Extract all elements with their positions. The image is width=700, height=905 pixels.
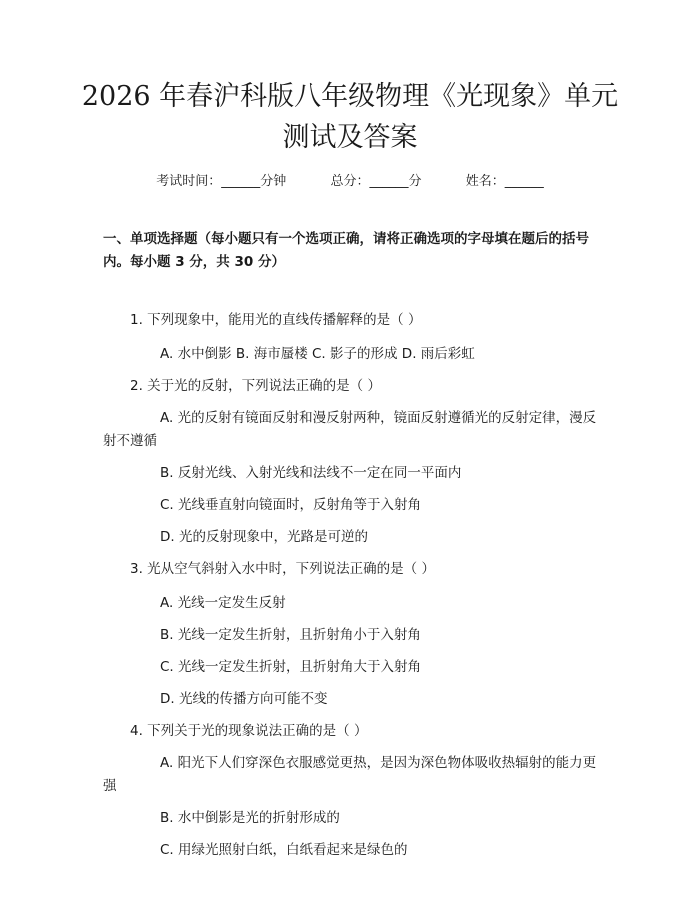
section-heading: 一、单项选择题（每小题只有一个选项正确，请将正确选项的字母填在题后的括号内。每小题 3 分，共 30 分） [103, 231, 589, 270]
student-name-label: 姓名：______ [465, 174, 544, 189]
question-3-option-d: D. 光线的传播方向可能不变 [160, 691, 328, 707]
question-4-stem: 4. 下列关于光的现象说法正确的是（ ） [130, 723, 368, 739]
question-4-option-a: A. 阳光下人们穿深色衣服感觉更热，是因为深色物体吸收热辐射的能力更强 [103, 755, 597, 794]
question-1-options: A. 水中倒影 B. 海市蜃楼 C. 影子的形成 D. 雨后彩虹 [160, 346, 475, 362]
question-2-option-c: C. 光线垂直射向镜面时，反射角等于入射角 [160, 497, 422, 513]
question-4-option-c: C. 用绿光照射白纸，白纸看起来是绿色的 [160, 842, 408, 858]
question-3-stem: 3. 光从空气斜射入水中时，下列说法正确的是（ ） [130, 561, 435, 577]
exam-time-label: 考试时间：______分钟 [156, 174, 287, 189]
question-2-option-a: A. 光的反射有镜面反射和漫反射两种，镜面反射遵循光的反射定律，漫反射不遵循 [103, 410, 597, 449]
question-2-stem: 2. 关于光的反射，下列说法正确的是（ ） [130, 378, 381, 394]
document-title-line2: 测试及答案 [282, 122, 418, 153]
question-3-option-a: A. 光线一定发生反射 [160, 595, 286, 611]
total-score-label: 总分：______分 [330, 174, 422, 189]
question-3-option-c: C. 光线一定发生折射，且折射角大于入射角 [160, 659, 422, 675]
exam-info-line [0, 170, 700, 189]
question-2-option-d: D. 光的反射现象中，光路是可逆的 [160, 529, 368, 545]
question-4-option-b: B. 水中倒影是光的折射形成的 [160, 810, 340, 826]
document-title-line1: 2026 年春沪科版八年级物理《光现象》单元 [81, 81, 619, 112]
question-3-option-b: B. 光线一定发生折射，且折射角小于入射角 [160, 627, 421, 643]
question-1-stem: 1. 下列现象中，能用光的直线传播解释的是（ ） [130, 312, 422, 328]
question-2-option-b: B. 反射光线、入射光线和法线不一定在同一平面内 [160, 465, 462, 481]
